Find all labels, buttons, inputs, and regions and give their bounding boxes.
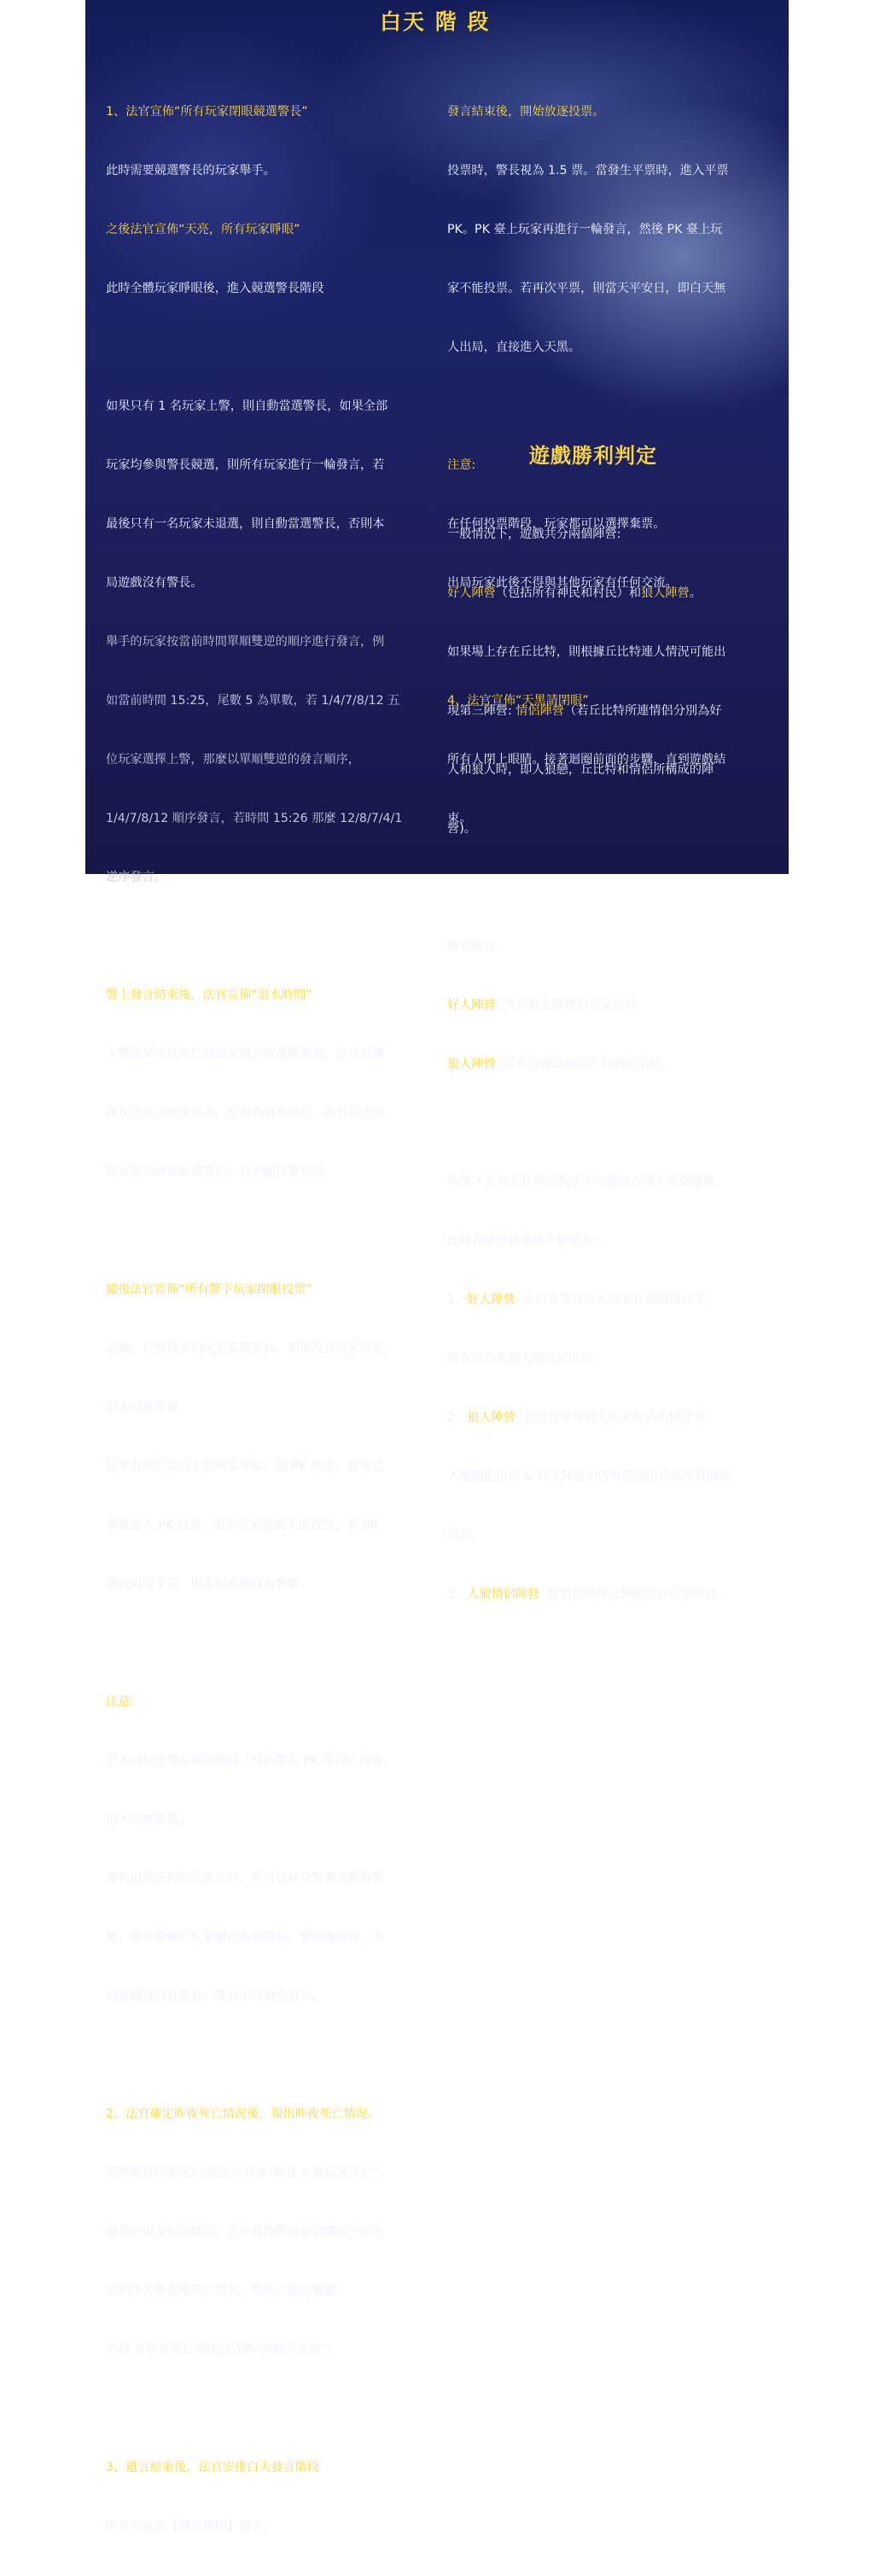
text-line: 出局。 (447, 1529, 484, 1542)
text-line: 則本局無警徽。 (106, 1813, 191, 1827)
step-2-heading: 2、法官確定昨夜死亡情況後，報出昨夜死亡情況。 (106, 2107, 381, 2121)
text-fragment: 3、 (447, 1588, 468, 1601)
text-fragment: : 所有的神出局或所有的民出局。 (495, 1058, 673, 1071)
blank-line (106, 2399, 402, 2419)
step-1-announcement: 1、法官宣佈“所有玩家閉眼競選警長” (106, 105, 308, 119)
text-line (447, 996, 731, 1016)
lovers-camp-label: 情侶陣營 (516, 704, 564, 718)
note-heading: 注意: (106, 1695, 135, 1709)
wolf-camp-label: 狼人陣營 (467, 1411, 516, 1425)
text-line: 人和狼人時，即人狼戀，丘比特和情侶所構成的陣 (447, 763, 714, 777)
text-line (447, 1291, 731, 1310)
text-line: 若昨晚有玩家死亡,則法官宣佈“昨夜 x 號玩家死亡”。 (106, 2166, 392, 2180)
left-column (106, 63, 402, 2576)
vote-announcement: 隨後法官宣佈“所有警下玩家閉眼投票” (106, 1283, 312, 1297)
text-line: 所有身份為狼人的玩家出局。 (447, 1352, 605, 1366)
text-line: 所有人閉上眼睛。接著迴圈前面的步驟，直到遊戲結 (447, 753, 726, 766)
text-line: 如果只有 1 名玩家上警，則自動當選警長，如果全部 (106, 399, 388, 413)
text-line: PK。PK 臺上玩家再進行一輪發言，然後 PK 臺上玩 (447, 223, 723, 236)
blank-line (106, 2046, 402, 2066)
text-fragment: 1、 (447, 1293, 468, 1307)
victory-section (447, 486, 731, 1644)
text-line: 人狼情侶出局 & 好人陣營中所有的神出局或所有的民 (447, 1470, 731, 1483)
text-fragment: 現第三陣營: (447, 704, 516, 718)
text-line: 階段再次平票，則本局遊戲沒有警徽。 (106, 1577, 312, 1591)
text-line: 投票時，警長視為 1.5 票。當發生平票時，進入平票 (447, 164, 729, 178)
text-line: 最後只有一名玩家未退選，則自動當選警長，否則本 (106, 517, 385, 531)
text-line: 束。 (447, 812, 472, 825)
blank-line (106, 1221, 402, 1241)
text-line: 出局玩家此後不得與其他玩家有任何交流。 (447, 576, 678, 590)
text-fragment: （若丘比特所連情侶分別為好 (564, 704, 722, 718)
text-line (447, 1408, 731, 1428)
wolf-camp-label: 狼人陣營 (641, 586, 690, 600)
text-line: 此時全體玩家睜眼後，進入競選警長階段 (106, 282, 324, 295)
text-line: 一般情況下，遊戲共分兩個陣營: (447, 527, 621, 541)
wolf-camp-label: 狼人陣營 (447, 1058, 496, 1071)
text-line: 擇在法官宣佈後退水，都視為退水成功，所有退水的 (106, 1106, 385, 1120)
text-fragment: : 在尚有單身好人玩家存活的情況下， (515, 1293, 718, 1307)
exile-vote-heading: 發言結束後，開始放逐投票。 (447, 105, 605, 119)
text-line: 特例 * 在有丘比特的板子中可能存在協力廠商陣營， (447, 1175, 728, 1189)
text-line: 1/4/7/8/12 順序發言，若時間 15:26 那麼 12/8/7/4/1 (106, 812, 403, 825)
text-line (447, 1585, 731, 1605)
text-line: 若沒 有玩家死亡則法官宣佈“昨晚平安夜”。 (106, 2343, 341, 2357)
text-line: 玩家均參與警長競選，則所有玩家進行一輪發言，若 (106, 458, 385, 472)
blank-line (447, 397, 729, 417)
dawn-announcement: 之後法官宣佈“天亮，所有玩家睜眼” (106, 223, 300, 236)
text-fragment: 。 (689, 586, 702, 600)
text-line: 位玩家選擇上警，那麼以單順雙逆的發言順序， (106, 753, 360, 766)
blank-line (106, 927, 402, 947)
text-line (447, 702, 731, 721)
text-line: 如果場上存在丘比特，則根據丘比特連人情況可能出 (447, 645, 726, 659)
text-line (447, 1055, 731, 1075)
text-line: 此時各陣營勝利條件變更為: (447, 1234, 597, 1248)
rules-page (85, 0, 789, 2533)
text-line: 舉手的玩家按當前時間單順雙逆的順序進行發言，例 (106, 635, 385, 649)
text-line: 在任何投票階段，玩家都可以選擇棄票。 (447, 517, 666, 531)
blank-line (447, 1114, 731, 1134)
text-line: 如果出現多死的情況，法官將按照玩家號碼從小到大 (106, 2225, 385, 2239)
good-camp-label: 好人陣營 (467, 1293, 516, 1307)
step-4-announcement: 4、法官宣佈“天黑請閉眼” (447, 694, 589, 708)
text-line: 畢後進入 PK 投票，退水玩家依舊不能投票，若 PK (106, 1518, 378, 1532)
text-line: 如果有兩位及以上的玩家平票，則 PK 發言，發言完 (106, 1460, 383, 1473)
blank-line (447, 878, 731, 898)
step-3-heading: 3、遺言結束後，法官安排白天發言階段 (106, 2461, 320, 2474)
text-fragment: （包括所有神民和村民）和 (495, 586, 642, 600)
text-line: 之後，得票最多的玩家當選警長，如果沒有玩家投票， (106, 1342, 397, 1355)
text-line: 人出局，直接進入天黑。 (447, 341, 581, 354)
day-phase-title: 白天 階 段 (380, 9, 491, 34)
text-line: 上警玩家可以在任意玩家發言時選擇退水，也可以選 (106, 1047, 385, 1061)
blank-line (106, 1634, 402, 1653)
note-heading: 注意: (447, 458, 476, 472)
text-line: 所有玩家按【發言規則】發言。 (106, 2520, 276, 2533)
text-fragment: : 所有狼人陣營的玩家出局。 (495, 999, 650, 1012)
text-fragment: : 在尚有單身狼人玩家存活的情況下， (515, 1411, 718, 1425)
text-fragment: : 除情侶陣營之外的所有玩家出局。 (539, 1588, 730, 1601)
text-fragment: 2、 (447, 1411, 468, 1425)
text-line: 局遊戲將沒有警長。警長不得搶先發言。 (106, 1990, 324, 2003)
good-camp-label: 好人陣營 (447, 999, 496, 1012)
text-line: 玩家視為放棄競選警長，且不能投警長票。 (106, 1165, 336, 1179)
text-line: 營)。 (447, 822, 476, 836)
text-line (447, 584, 731, 603)
good-camp-label: 好人陣營 (447, 586, 496, 600)
text-line: 徽，獲得警徽的玩家繼任為新警長，警徽撕毀後，本 (106, 1931, 385, 1944)
text-line: 局遊戲沒有警長。 (106, 576, 203, 590)
blank-line (106, 338, 402, 358)
victory-conditions-heading: 勝利條件： (447, 940, 508, 953)
text-line: 則本局無警徽。 (106, 1401, 191, 1414)
text-line: 的順序公佈夜晚死亡情況，與死亡順序無關！ (106, 2284, 348, 2298)
text-line: 家不能投票。若再次平票，則當天平安日，即白天無 (447, 282, 726, 295)
lovers-camp-label: 人狼情侶陣營 (467, 1588, 540, 1601)
text-line: 警長由於任何原因死亡時，均可以移交警徽或撕掉警 (106, 1872, 385, 1885)
text-line: 逆序發言。 (106, 871, 166, 884)
text-line: 如當前時間 15:25，尾數 5 為單數，若 1/4/7/8/12 五 (106, 694, 400, 708)
withdraw-announcement: 警上發言結束後，法官宣佈“退水時間” (106, 988, 312, 1002)
text-line: 此時需要競選警長的玩家舉手。 (106, 164, 276, 178)
victory-title: 遊戲勝利判定 (529, 444, 657, 468)
text-line: 狼人可以在警長競選階段（包括警長 PK 階段）自爆， (106, 1754, 396, 1768)
